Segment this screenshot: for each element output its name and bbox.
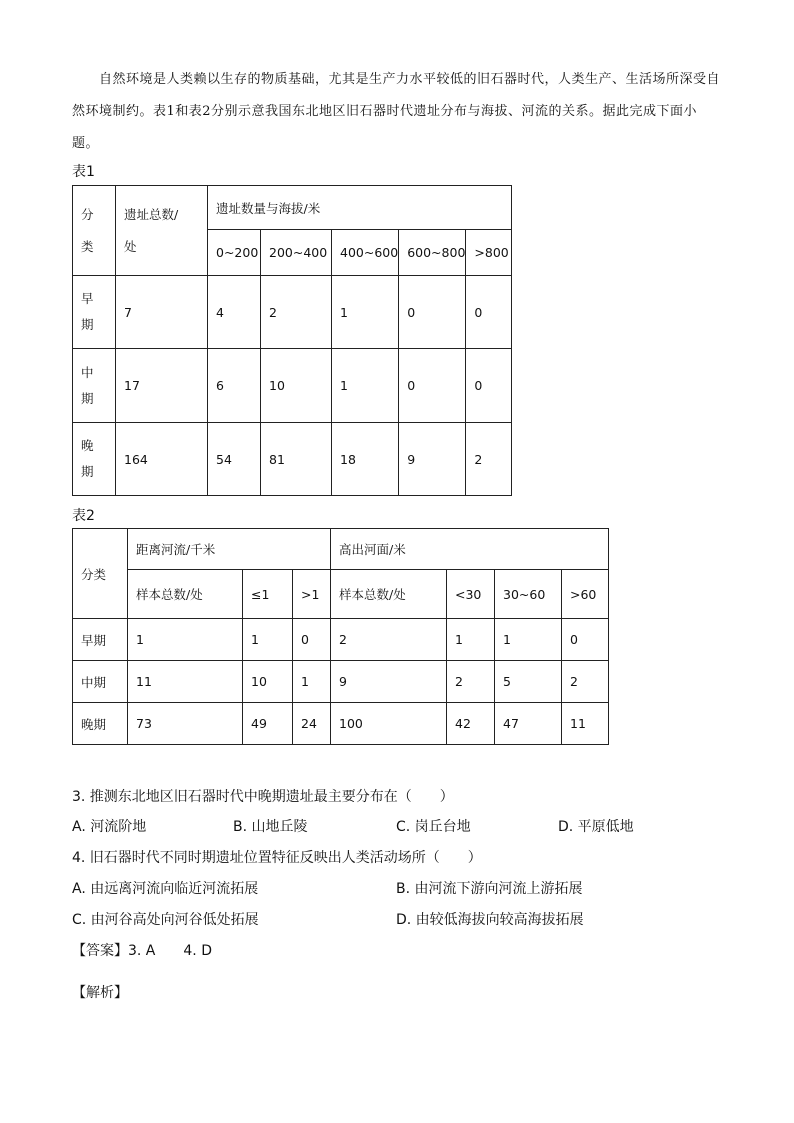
table1-caption: 表1	[72, 164, 95, 180]
cell: 9	[331, 661, 447, 703]
row-label: 中期	[73, 349, 116, 423]
cell: 1	[332, 276, 399, 349]
cell: 47	[495, 703, 562, 745]
cell: 9	[399, 423, 466, 496]
cell: 2	[562, 661, 609, 703]
question-4-option-a: A. 由远离河流向临近河流拓展	[72, 881, 259, 897]
cell: 24	[293, 703, 331, 745]
table1	[72, 185, 512, 496]
table2-height-col-3: >60	[562, 570, 609, 619]
cell: 2	[331, 619, 447, 661]
cell: 11	[128, 661, 243, 703]
cell: 5	[495, 661, 562, 703]
table-row	[73, 661, 609, 703]
answer-tag: 【答案】	[72, 943, 128, 959]
question-4-option-c: C. 由河谷高处向河谷低处拓展	[72, 912, 259, 928]
table1-col-2: 400~600	[332, 230, 399, 276]
cell: 10	[243, 661, 293, 703]
table2-dist-col-1: ≤1	[243, 570, 293, 619]
cell: 1	[293, 661, 331, 703]
table2	[72, 528, 609, 745]
question-4-option-d: D. 由较低海拔向较高海拔拓展	[396, 912, 584, 928]
question-3-option-a: A. 河流阶地	[72, 819, 147, 835]
cell: 2	[261, 276, 332, 349]
cell: 1	[332, 349, 399, 423]
cell: 1	[243, 619, 293, 661]
table1-header-category: 分类	[73, 186, 116, 276]
table1-col-1: 200~400	[261, 230, 332, 276]
answer-text: 3. A 4. D	[128, 943, 212, 959]
cell: 42	[447, 703, 495, 745]
cell: 2	[466, 423, 512, 496]
row-label: 早期	[73, 276, 116, 349]
table1-header-group: 遗址数量与海拔/米	[208, 186, 512, 230]
cell: 1	[447, 619, 495, 661]
cell: 17	[116, 349, 208, 423]
table-row	[73, 276, 512, 349]
cell: 6	[208, 349, 261, 423]
table-row	[73, 619, 609, 661]
intro-paragraph: 自然环境是人类赖以生存的物质基础，尤其是生产力水平较低的旧石器时代，人类生产、生活场所深受自然环境制约。表1和表2分别示意我国东北地区旧石器时代遗址分布与海拔、河流的关系。据此完成下面小题。	[72, 72, 721, 151]
cell: 0	[399, 349, 466, 423]
table-row	[73, 703, 609, 745]
cell: 0	[293, 619, 331, 661]
cell: 0	[399, 276, 466, 349]
row-label: 晚期	[73, 703, 128, 745]
question-3-option-c: C. 岗丘台地	[396, 819, 471, 835]
table2-group-distance: 距离河流/千米	[128, 529, 331, 570]
cell: 164	[116, 423, 208, 496]
table2-caption: 表2	[72, 508, 95, 524]
analysis-tag: 【解析】	[72, 985, 128, 1001]
table-row	[73, 349, 512, 423]
cell: 73	[128, 703, 243, 745]
question-3-stem: 3. 推测东北地区旧石器时代中晚期遗址最主要分布在（ ）	[72, 789, 454, 805]
cell: 81	[261, 423, 332, 496]
cell: 0	[562, 619, 609, 661]
table2-group-height: 高出河面/米	[331, 529, 609, 570]
question-4-stem: 4. 旧石器时代不同时期遗址位置特征反映出人类活动场所（ ）	[72, 850, 482, 866]
cell: 7	[116, 276, 208, 349]
cell: 4	[208, 276, 261, 349]
table2-header-category: 分类	[73, 529, 128, 619]
cell: 54	[208, 423, 261, 496]
table2-height-col-0: 样本总数/处	[331, 570, 447, 619]
cell: 10	[261, 349, 332, 423]
table1-col-0: 0~200	[208, 230, 261, 276]
table2-height-col-1: <30	[447, 570, 495, 619]
answer-line	[72, 940, 212, 960]
cell: 2	[447, 661, 495, 703]
cell: 0	[466, 276, 512, 349]
table2-dist-col-0: 样本总数/处	[128, 570, 243, 619]
question-3-option-b: B. 山地丘陵	[233, 819, 308, 835]
table1-col-3: 600~800	[399, 230, 466, 276]
table1-col-4: >800	[466, 230, 512, 276]
cell: 0	[466, 349, 512, 423]
cell: 49	[243, 703, 293, 745]
row-label: 中期	[73, 661, 128, 703]
cell: 1	[128, 619, 243, 661]
table2-dist-col-2: >1	[293, 570, 331, 619]
cell: 1	[495, 619, 562, 661]
table-row	[73, 423, 512, 496]
row-label: 晚期	[73, 423, 116, 496]
cell: 100	[331, 703, 447, 745]
cell: 11	[562, 703, 609, 745]
row-label: 早期	[73, 619, 128, 661]
cell: 18	[332, 423, 399, 496]
question-4-option-b: B. 由河流下游向河流上游拓展	[396, 881, 583, 897]
table2-height-col-2: 30~60	[495, 570, 562, 619]
question-3-option-d: D. 平原低地	[558, 819, 634, 835]
table1-header-total: 遗址总数/处	[116, 186, 208, 276]
